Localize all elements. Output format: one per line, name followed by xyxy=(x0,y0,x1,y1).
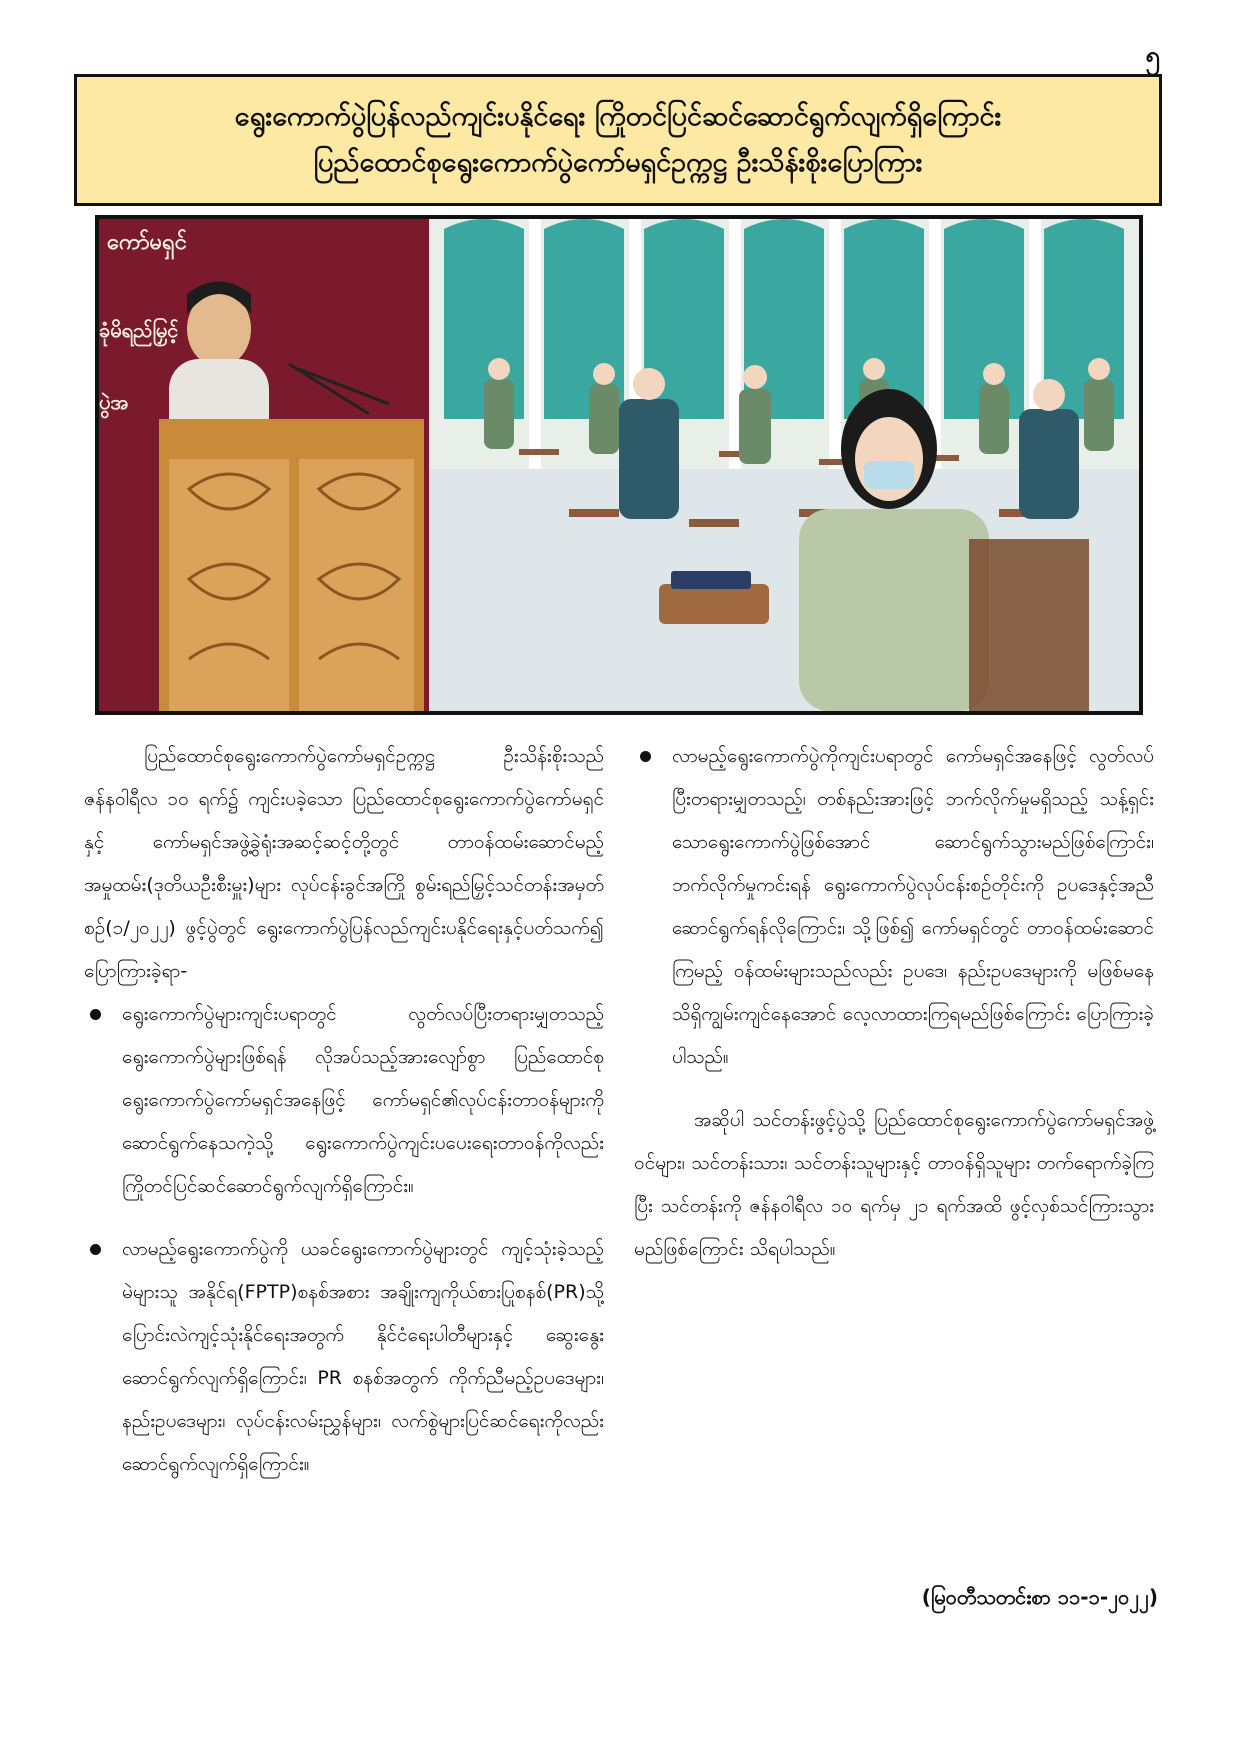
bullet-item: လာမည့်ရွေးကောက်ပွဲကိုကျင်းပရာတွင် ကော်မရှင်အနေဖြင့် လွတ်လပ်ပြီးတရားမျှတသည့်၊ တစ်နည်းအားဖြင့် ဘက်လိုက်မှုမရှိသည့် သန့်ရှင်းသောရွေးကောက်ပွဲဖြစ်အောင် ဆောင်ရွက်သွားမည်ဖြစ်ကြောင်း၊ ဘက်လိုက်မှုကင်းရန် ရွေးကောက်ပွဲလုပ်ငန်းစဉ်တိုင်းကို ဥပဒေနှင့်အညီ ဆောင်ရွက်ရန်လိုကြောင်း၊ သို့ဖြစ်၍ ကော်မရှင်တွင် တာဝန်ထမ်းဆောင်ကြမည့် ဝန်ထမ်းများသည်လည်း ဥပဒေ၊ နည်းဥပဒေများကို မဖြစ်မနေသိရှိကျွမ်းကျင်နေအောင် လေ့လာထားကြရမည်ဖြစ်ကြောင်း ပြောကြားခဲ့ပါသည်။ xyxy=(634,735,1154,1079)
podium xyxy=(159,419,424,711)
headline-line-2: ပြည်ထောင်စုရွေးကောက်ပွဲကော်မရှင်ဥက္ကဋ္ဌ ဦးသိန်းစိုးပြောကြား xyxy=(313,147,923,178)
backdrop-text-3: ပွဲအ xyxy=(99,390,129,414)
page-number: ၅ xyxy=(1145,41,1160,71)
headline-line-1: ရွေးကောက်ပွဲပြန်လည်ကျင်းပနိုင်ရေး ကြိုတင်ပြင်ဆင်ဆောင်ရွက်လျက်ရှိကြောင်း xyxy=(234,101,1002,132)
article-intro: ပြည်ထောင်စုရွေးကောက်ပွဲကော်မရှင်ဥက္ကဋ္ဌ ဦးသိန်းစိုးသည် ဇန်နဝါရီလ ၁၀ ရက်၌ ကျင်းပခဲ့သော ပြည်ထောင်စုရွေးကောက်ပွဲကော်မရှင်နှင့် ကော်မရှင်အဖွဲ့ခွဲရုံးအဆင့်ဆင့်တို့တွင် တာဝန်ထမ်းဆောင်မည့် အမှုထမ်း(ဒုတိယဦးစီးမှူး)များ လုပ်ငန်းခွင်အကြို စွမ်းရည်မြှင့်သင်တန်းအမှတ်စဉ်(၁/၂၀၂၂) ဖွင့်ပွဲတွင် ရွေးကောက်ပွဲပြန်လည်ကျင်းပနိုင်ရေးနှင့်ပတ်သက်၍ ပြောကြားခဲ့ရာ- xyxy=(84,745,604,982)
news-photo-illustration xyxy=(99,219,1139,711)
headline-box xyxy=(74,74,1162,206)
bullet-item: လာမည့်ရွေးကောက်ပွဲကို ယခင်ရွေးကောက်ပွဲများတွင် ကျင့်သုံးခဲ့သည့် မဲများသူ အနိုင်ရ(FPTP)စနစ်အစား အချိုးကျကိုယ်စားပြုစနစ်(PR)သို့ ပြောင်းလဲကျင့်သုံးနိုင်ရေးအတွက် နိုင်ငံရေးပါတီများနှင့် ဆွေးနွေးဆောင်ရွက်လျက်ရှိကြောင်း၊ PR စနစ်အတွက် ကိုက်ညီမည့်ဥပဒေများ၊ နည်းဥပဒေများ၊ လုပ်ငန်းလမ်းညွှန်များ၊ လက်စွဲများပြင်ဆင်ရေးကိုလည်း ဆောင်ရွက်လျက်ရှိကြောင်း။ xyxy=(84,1228,604,1486)
hall-windows xyxy=(444,219,1124,419)
news-photo xyxy=(95,215,1143,715)
article-closing: အဆိုပါ သင်တန်းဖွင့်ပွဲသို့ ပြည်ထောင်စုရွေးကောက်ပွဲကော်မရှင်အဖွဲ့ဝင်များ၊ သင်တန်းသား၊ သင်တန်းသူများနှင့် တာဝန်ရှိသူများ တက်ရောက်ခဲ့ကြပြီး သင်တန်းကို ဇန်နဝါရီလ ၁၀ ရက်မှ ၂၁ ရက်အထိ ဖွင့်လှစ်သင်ကြားသွားမည်ဖြစ်ကြောင်း သိရပါသည်။ xyxy=(634,1109,1154,1260)
article-column-right xyxy=(634,735,1154,1271)
backdrop-text-1: ကော်မရှင် xyxy=(107,230,187,255)
backdrop-text-2: ခုံမိရည်မြှင့် xyxy=(99,318,179,342)
source-citation: (မြဝတီသတင်းစာ ၁၁-၁-၂၀၂၂) xyxy=(921,1585,1158,1609)
bullet-item: ရွေးကောက်ပွဲများကျင်းပရာတွင် လွတ်လပ်ပြီးတရားမျှတသည့်ရွေးကောက်ပွဲများဖြစ်ရန် လိုအပ်သည့်အားလျော်စွာ ပြည်ထောင်စုရွေးကောက်ပွဲကော်မရှင်အနေဖြင့် ကော်မရှင်၏လုပ်ငန်းတာဝန်များကို ဆောင်ရွက်နေသကဲ့သို့ ရွေးကောက်ပွဲကျင်းပပေးရေးတာဝန်ကိုလည်း ကြိုတင်ပြင်ဆင်ဆောင်ရွက်လျက်ရှိကြောင်း။ xyxy=(84,993,604,1208)
article-column-left xyxy=(84,735,604,1506)
